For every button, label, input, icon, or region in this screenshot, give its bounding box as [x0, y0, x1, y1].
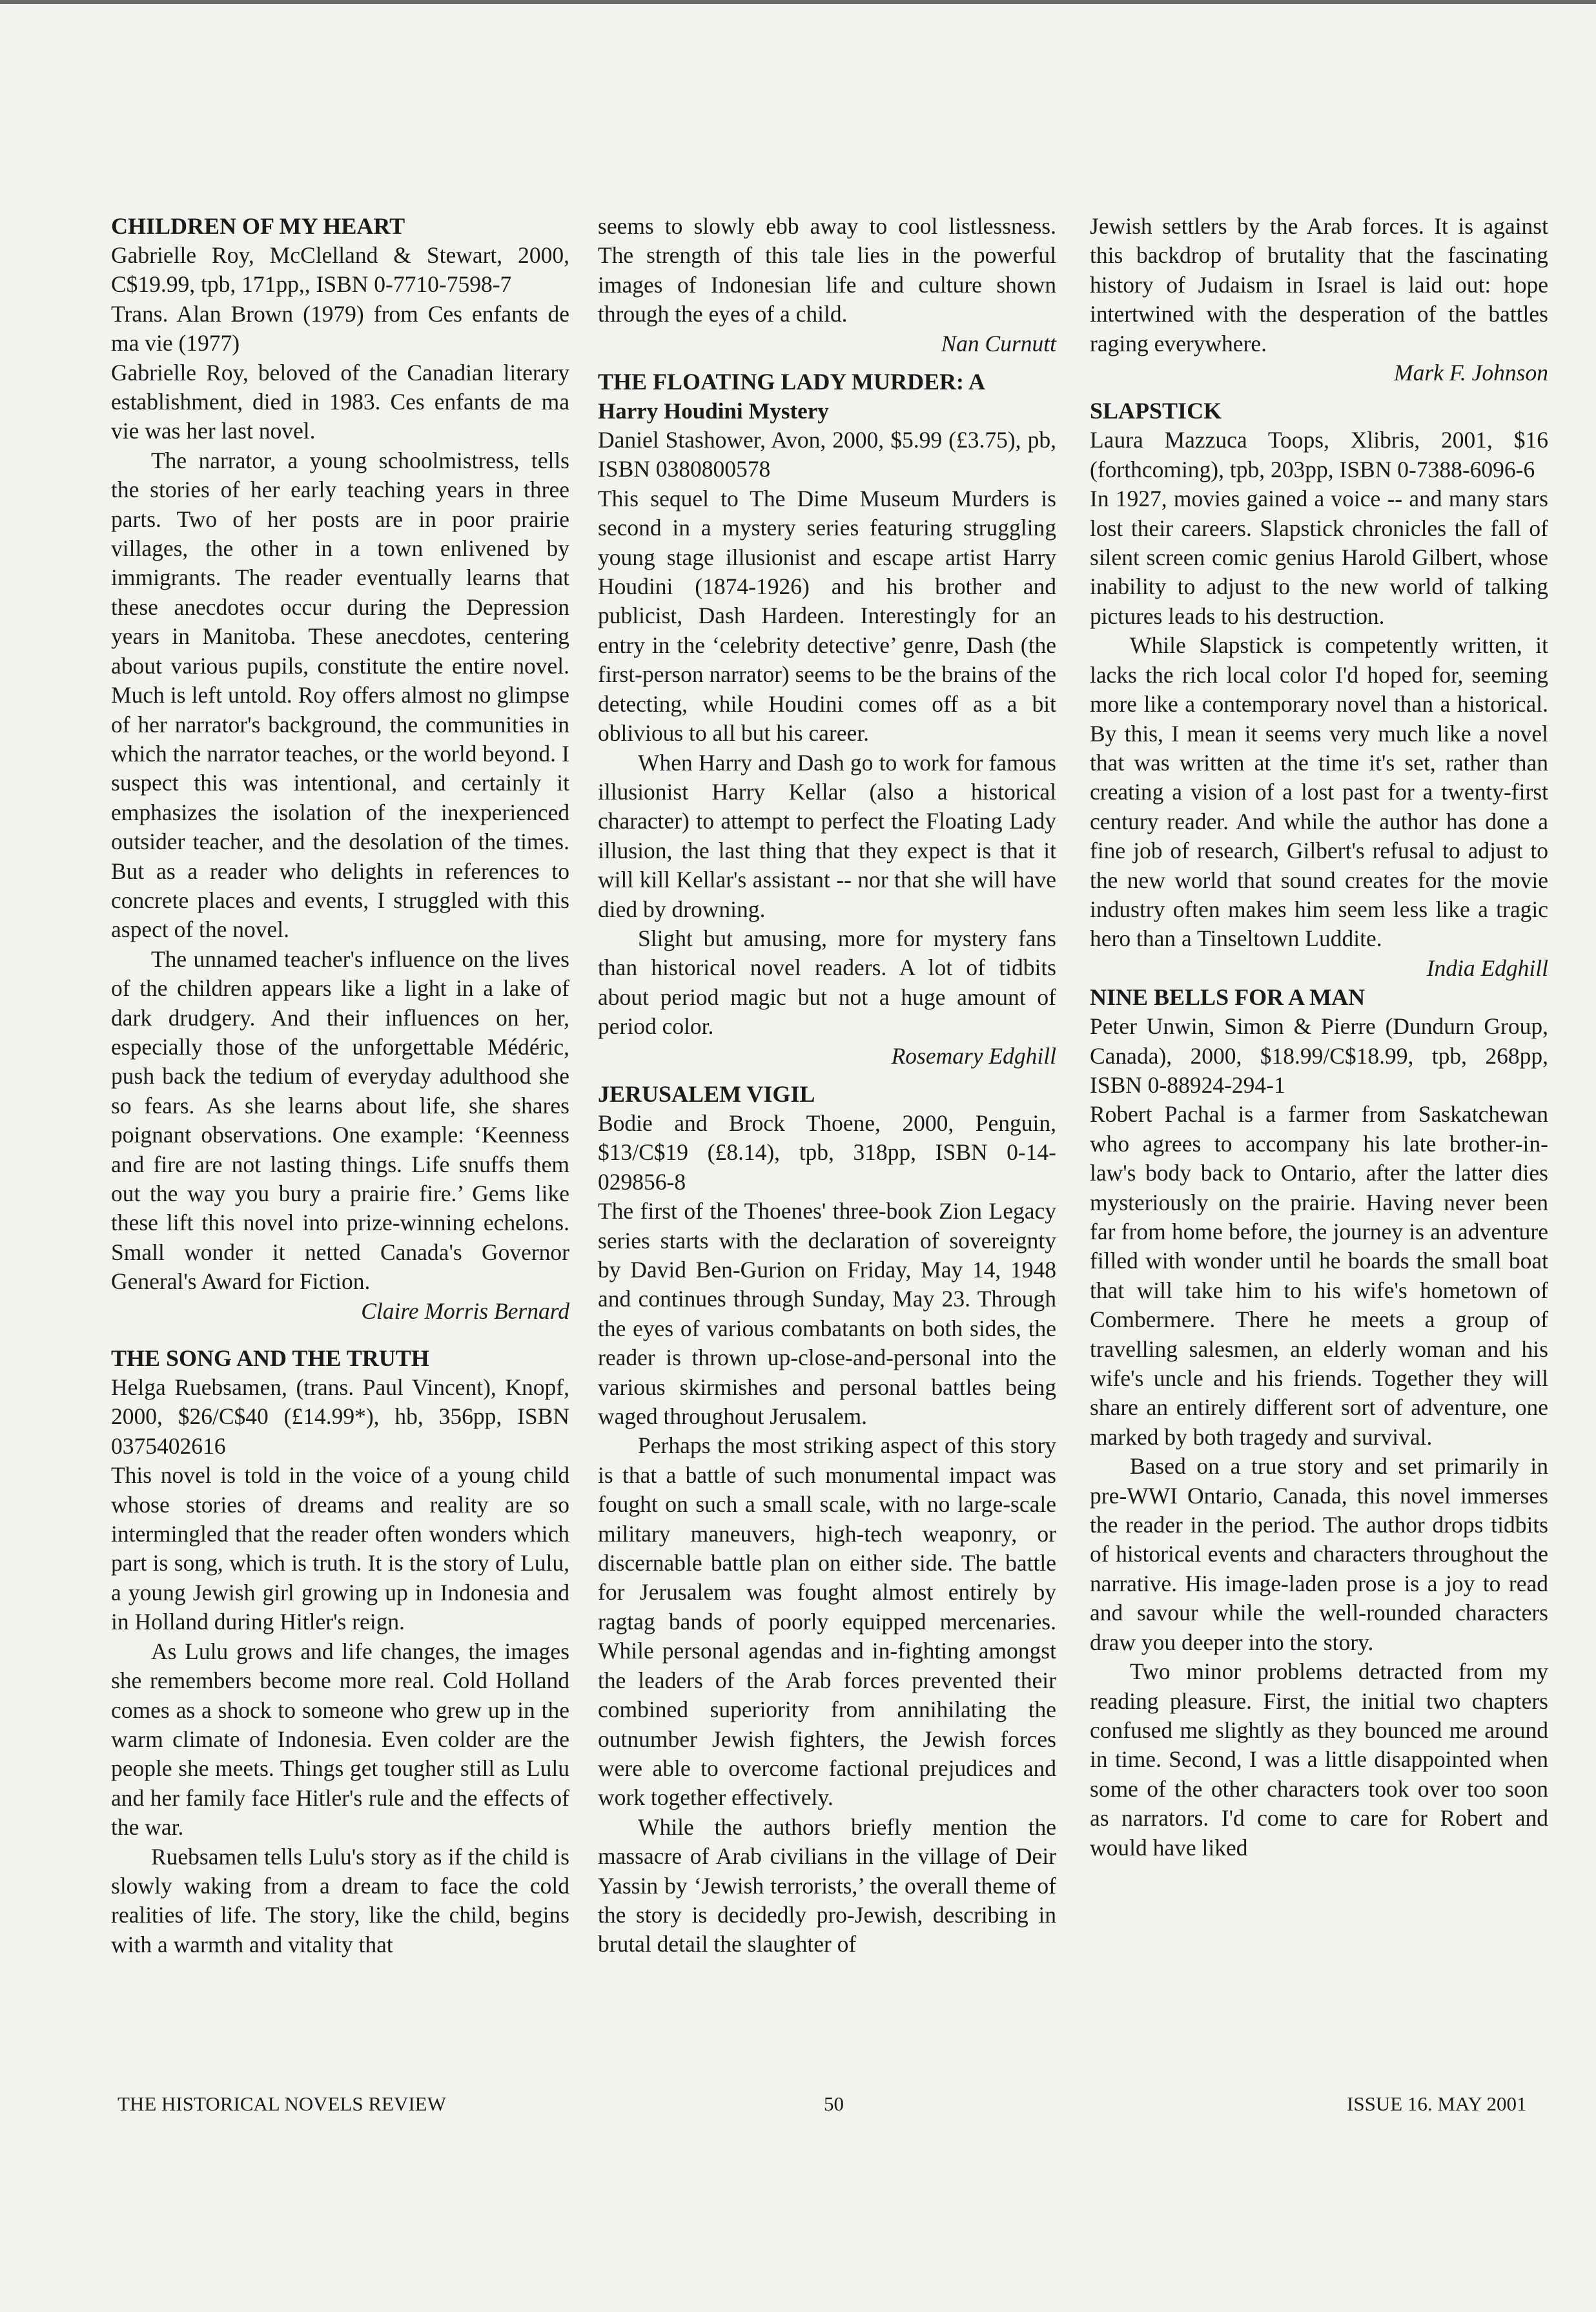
review-paragraph: While the authors briefly mention the massacre of Arab civilians in the village of Deir Yassin by ‘Jewish terrorists,’ the overall theme of the story is decidedly pro-Jewish, describing in brutal detail the slaughter of [598, 1813, 1056, 1957]
review-title-floating: THE FLOATING LADY MURDER: A [598, 369, 986, 395]
review-title-slapstick: SLAPSTICK [1090, 398, 1222, 424]
review-paragraph-continued: seems to slowly ebb away to cool listlessness. The strength of this tale lies in the powerful images of Indonesian life and culture shown through the eyes of a child. [598, 213, 1056, 327]
reviewer-name: Nan Curnutt [941, 330, 1056, 356]
review-paragraph: When Harry and Dash go to work for famous illusionist Harry Kellar (also a historical character) to attempt to perfect the Floating Lady illusion, the last thing that they expect is that it will kill Kellar's assistant -- nor that she will have died by drowning. [598, 749, 1056, 922]
reviewer-name: India Edghill [1426, 955, 1548, 981]
review-meta-song: Helga Ruebsamen, (trans. Paul Vincent), Knopf, 2000, $26/C$40 (£14.99*), hb, 356pp, ISBN 0375402616 [111, 1374, 569, 1459]
review-paragraph: Based on a true story and set primarily in pre-WWI Ontario, Canada, this novel immerses the reader in the period. The author drops tidbits of historical events and characters throughout the narrative. His image-laden prose is a joy to read and savour while the well-rounded characters draw you deeper into the story. [1090, 1453, 1548, 1655]
review-paragraph: Slight but amusing, more for mystery fans than historical novel readers. A lot of tidbits about period magic but not a huge amount of period color. [598, 925, 1056, 1040]
footer-page-number: 50 [824, 2092, 844, 2115]
review-paragraph: The first of the Thoenes' three-book Zion Legacy series starts with the declaration of sovereignty by David Ben-Gurion on Friday, May 14, 1948 and continues through Sunday, May 23. Through the eyes of various combatants on both sides, the reader is thrown up-close-and-personal into the various skirmishes and personal battles being waged throughout Jerusalem. [598, 1198, 1056, 1430]
review-meta-jerusalem: Bodie and Brock Thoene, 2000, Penguin, $13/C$19 (£8.14), tpb, 318pp, ISBN 0-14-029856-8 [598, 1110, 1056, 1195]
review-paragraph: The unnamed teacher's influence on the lives of the children appears like a light in a lake of dark drudgery. And their influences on her, especially those of the unforgettable Médéric, push back the tedium of everyday adulthood she so fears. As she learns about life, she shares poignant observations. One example: ‘Keenness and fire are not lasting things. Life snuffs them out the way you bury a prairie fire.’ Gems like these lift this novel into prize-winning echelons. Small wonder it netted Canada's Governor General's Award for Fiction. [111, 945, 569, 1295]
review-paragraph-continued: Jewish settlers by the Arab forces. It is against this backdrop of brutality that the fascinating history of Judaism in Israel is laid out: hope intertwined with the desperation of the battles raging everywhere. [1090, 213, 1548, 356]
column-3 [1090, 212, 1548, 1863]
review-paragraph: As Lulu grows and life changes, the images she remembers become more real. Cold Holland comes as a shock to someone who grew up in the warm climate of Indonesia. Even colder are the people she meets. Things get tougher still as Lulu and her family face Hitler's rule and the effects of the war. [111, 1638, 569, 1841]
review-paragraph: Ruebsamen tells Lulu's story as if the child is slowly waking from a dream to face the cold realities of life. The story, like the child, begins with a warmth and vitality that [111, 1843, 569, 1957]
review-title-song: THE SONG AND THE TRUTH [111, 1345, 429, 1372]
top-border-line [0, 0, 1596, 4]
reviewer-name: Mark F. Johnson [1394, 360, 1548, 386]
review-meta-slapstick: Laura Mazzuca Toops, Xlibris, 2001, $16 (forthcoming), tpb, 203pp, ISBN 0-7388-6096-6 [1090, 427, 1548, 482]
column-2 [598, 212, 1056, 1959]
footer-issue-date: ISSUE 16. MAY 2001 [1347, 2092, 1527, 2115]
review-paragraph: While Slapstick is competently written, it lacks the rich local color I'd hoped for, seeming more like a contemporary novel than a historical. By this, I mean it seems very much like a novel that was written at the time it's set, rather than creating a vision of a lost past for a twenty-first century reader. And while the author has done a fine job of research, Gilbert's refusal to adjust to the new world that sound creates for the movie industry often makes him seem less like a tragic hero than a Tinseltown Luddite. [1090, 632, 1548, 952]
review-paragraph: This sequel to The Dime Museum Murders is second in a mystery series featuring struggling young stage illusionist and escape artist Harry Houdini (1874-1926) and his brother and publicist, Dash Hardeen. Interestingly for an entry in the ‘celebrity detective’ genre, Dash (the first-person narrator) seems to be the brains of the detecting, while Houdini comes off as a bit oblivious to all but his career. [598, 485, 1056, 747]
reviewer-name: Rosemary Edghill [891, 1042, 1056, 1069]
review-meta-floating: Daniel Stashower, Avon, 2000, $5.99 (£3.75), pb, ISBN 0380800578 [598, 427, 1056, 482]
review-title-ninebells: NINE BELLS FOR A MAN [1090, 984, 1366, 1011]
review-subtitle-floating: Harry Houdini Mystery [598, 398, 829, 424]
review-paragraph: Perhaps the most striking aspect of this story is that a battle of such monumental impact was fought on such a small scale, with no large-scale military maneuvers, high-tech weaponry, or discernable battle plan on either side. The battle for Jerusalem was fought almost entirely by ragtag bands of poorly equipped mercenaries. While personal agendas and in-fighting amongst the leaders of the Arab forces prevented their combined superiority from annihilating the outnumber Jewish fighters, the Jewish forces were able to overcome factional prejudices and work together effectively. [598, 1432, 1056, 1811]
review-translation-note: Trans. Alan Brown (1979) from Ces enfants de ma vie (1977) [111, 300, 569, 356]
footer-publication-name: THE HISTORICAL NOVELS REVIEW [118, 2092, 446, 2115]
review-paragraph: Robert Pachal is a farmer from Saskatchewan who agrees to accompany his late brother-in-law's body back to Ontario, after the latter dies mysteriously on the prairie. Having never been far from home before, the journey is an adventure filled with wonder until he boards the small boat that will take him to his wife's hometown of Combermere. There he meets a group of travelling salesmen, an elderly woman and his wife's uncle and his friends. Together they will share an entirely different sort of adventure, one marked by both tragedy and survival. [1090, 1101, 1548, 1450]
review-meta-ninebells: Peter Unwin, Simon & Pierre (Dundurn Group, Canada), 2000, $18.99/C$18.99, tpb, 268pp, ISBN 0-88924-294-1 [1090, 1013, 1548, 1098]
reviewer-name: Claire Morris Bernard [361, 1297, 569, 1324]
review-paragraph: Two minor problems detracted from my reading pleasure. First, the initial two chapters confused me slightly as they bounced me around in time. Second, I was a little disappointed when some of the other characters took over too soon as narrators. I'd come to care for Robert and would have liked [1090, 1658, 1548, 1861]
review-paragraph: The narrator, a young schoolmistress, tells the stories of her early teaching years in three parts. Two of her posts are in poor prairie villages, the other in a town enlivened by immigrants. The reader eventually learns that these anecdotes occur during the Depression years in Manitoba. These anecdotes, centering about various pupils, constitute the entire novel. Much is left untold. Roy offers almost no glimpse of her narrator's background, the communities in which the narrator teaches, or the world beyond. I suspect this was intentional, and certainly it emphasizes the isolation of the inexperienced outsider teacher, and the desolation of the times. But as a reader who delights in references to concrete places and events, I struggled with this aspect of the novel. [111, 447, 569, 943]
column-1 [111, 212, 569, 1959]
review-meta-children: Gabrielle Roy, McClelland & Stewart, 2000, C$19.99, tpb, 171pp,, ISBN 0-7710-7598-7 [111, 242, 569, 298]
review-paragraph: This novel is told in the voice of a young child whose stories of dreams and reality are so intermingled that the reader often wonders which part is song, which is truth. It is the story of Lulu, a young Jewish girl growing up in Indonesia and in Holland during Hitler's reign. [111, 1462, 569, 1635]
review-paragraph: In 1927, movies gained a voice -- and many stars lost their careers. Slapstick chronicles the fall of silent screen comic genius Harold Gilbert, whose inability to adjust to the new world of talking pictures leads to his destruction. [1090, 486, 1548, 629]
review-paragraph: Gabrielle Roy, beloved of the Canadian literary establishment, died in 1983. Ces enfants de ma vie was her last novel. [111, 359, 569, 444]
review-title-children: CHILDREN OF MY HEART [111, 213, 405, 239]
review-title-jerusalem: JERUSALEM VIGIL [598, 1080, 815, 1107]
